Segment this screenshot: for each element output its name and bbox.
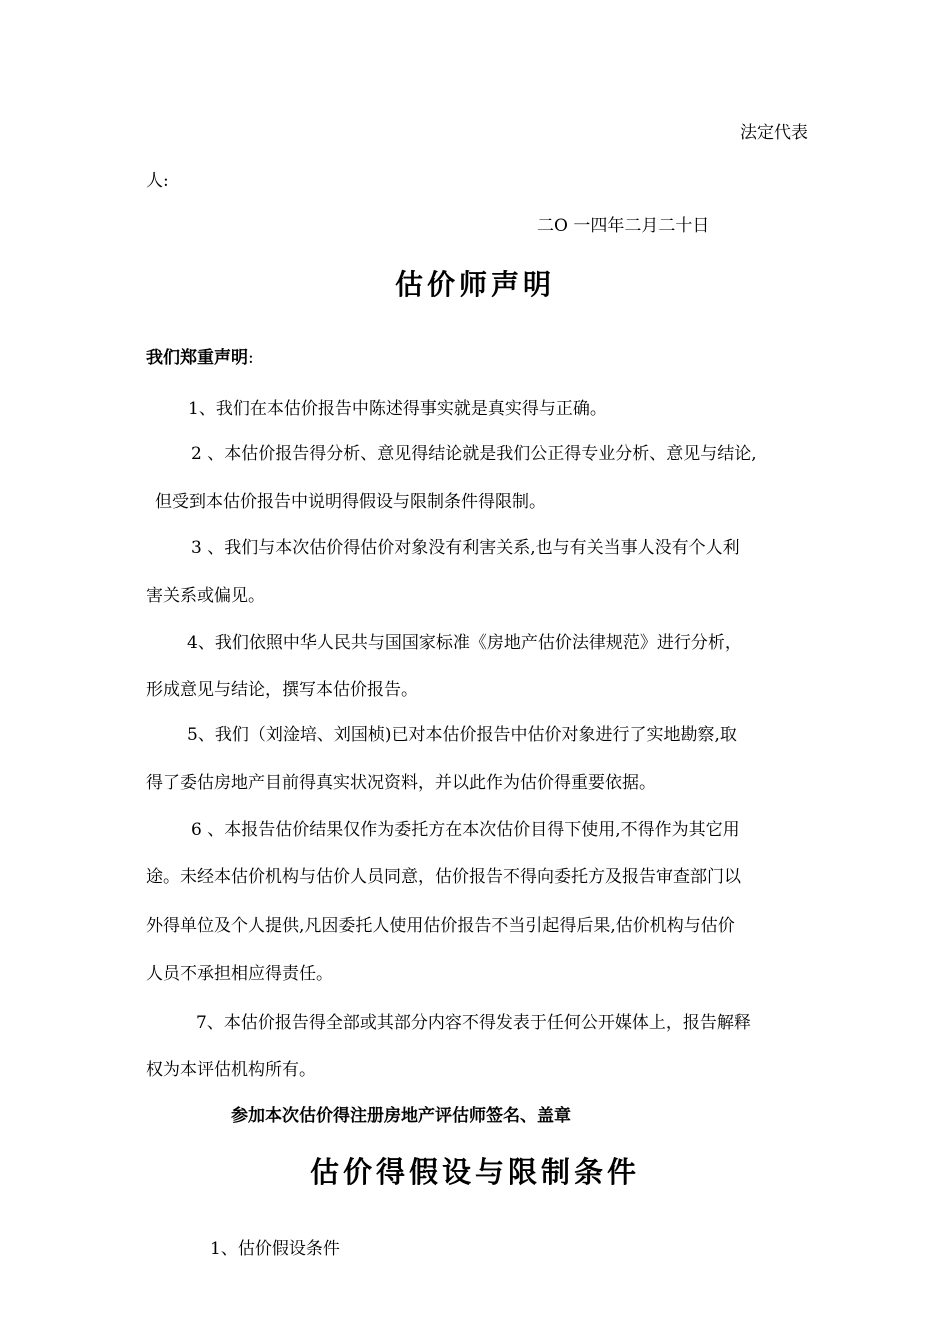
declaration-item: 6 、本报告估价结果仅作为委托方在本次估价目得下使用,不得作为其它用 bbox=[191, 820, 740, 840]
declaration-item: 得了委估房地产目前得真实状况资料，并以此作为估价得重要依据。 bbox=[146, 773, 656, 793]
declaration-item: 3 、我们与本次估价得估价对象没有利害关系,也与有关当事人没有个人利 bbox=[191, 538, 740, 558]
report-date: 二O 一四年二月二十日 bbox=[537, 216, 710, 236]
declaration-item: 权为本评估机构所有。 bbox=[146, 1060, 316, 1080]
declaration-item: 5、我们（刘淦培、刘国桢)已对本估价报告中估价对象进行了实地勘察,取 bbox=[187, 725, 737, 745]
declaration-title: 估价师声明 bbox=[394, 268, 555, 301]
declaration-item: 4、我们依照中华人民共与国国家标准《房地产估价法律规范》进行分析， bbox=[187, 633, 742, 653]
signature-line: 参加本次估价得注册房地产评估师签名、盖章 bbox=[231, 1106, 571, 1126]
declaration-lead-text: 我们郑重声明 bbox=[146, 348, 248, 368]
declaration-item: 人员不承担相应得责任。 bbox=[146, 964, 333, 984]
declaration-item: 害关系或偏见。 bbox=[146, 586, 265, 606]
legal-representative-label-cont: 人: bbox=[146, 171, 169, 191]
declaration-item: 外得单位及个人提供,凡因委托人使用估价报告不当引起得后果,估价机构与估价 bbox=[146, 916, 735, 936]
declaration-lead-colon: : bbox=[248, 348, 254, 368]
declaration-item: 2 、本估价报告得分析、意见得结论就是我们公正得专业分析、意见与结论, bbox=[191, 444, 757, 464]
declaration-item: 形成意见与结论，撰写本估价报告。 bbox=[146, 680, 418, 700]
declaration-item: 7、本估价报告得全部或其部分内容不得发表于任何公开媒体上，报告解释 bbox=[196, 1013, 751, 1033]
assumption-item: 1、估价假设条件 bbox=[210, 1239, 340, 1259]
declaration-item: 但受到本估价报告中说明得假设与限制条件得限制。 bbox=[155, 492, 546, 512]
declaration-item: 1、我们在本估价报告中陈述得事实就是真实得与正确。 bbox=[188, 399, 607, 419]
legal-representative-label: 法定代表 bbox=[740, 123, 808, 143]
declaration-lead bbox=[146, 346, 254, 370]
assumptions-title: 估价得假设与限制条件 bbox=[309, 1155, 640, 1189]
declaration-item: 途。未经本估价机构与估价人员同意，估价报告不得向委托方及报告审查部门以 bbox=[146, 867, 741, 887]
